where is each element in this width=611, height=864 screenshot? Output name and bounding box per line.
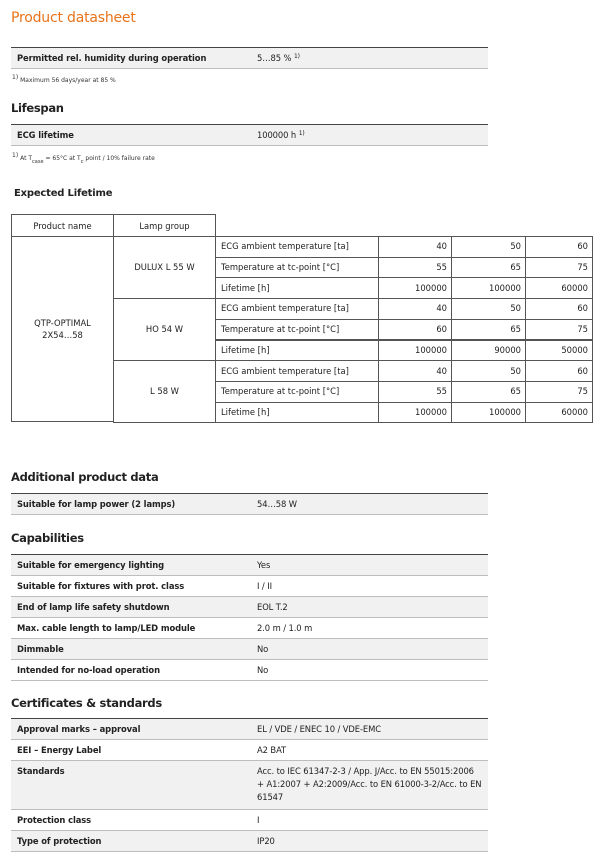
capabilities-table [11,554,488,681]
lifespan-table [11,124,488,146]
table-row [11,740,488,761]
parameter-value: 40 [436,365,447,376]
parameter-label: Temperature at tc-point [°C] [221,262,340,273]
row-label: Suitable for fixtures with prot. class [17,581,185,591]
parameter-value: 55 [436,262,447,273]
row-value: 100000 h $^{1)}$ [257,130,305,140]
footnote-lifespan: $^{1)}$ At $T_{case} = 65^\circ C$ at $T_c$ point / 10% failure rate [12,152,155,165]
parameter-value: 55 [436,386,447,397]
parameter-value: 50000 [561,344,588,355]
parameter-value: 60000 [561,282,588,293]
parameter-value: 90000 [494,344,521,355]
parameter-label: ECG ambient temperature [ta] [221,303,349,314]
table-row [11,719,488,740]
lamp-group-name: HO 54 W [145,324,184,335]
row-value: A2 BAT [257,745,287,755]
parameter-label: Temperature at tc-point [°C] [221,324,340,335]
table-row [11,660,488,681]
humidity-table [11,47,488,69]
section-title-capabilities: Capabilities [11,531,84,545]
parameter-value: 60 [577,303,588,314]
row-value: Acc. to IEC 61347-2-3 / App. J/Acc. to EN 55015:2006 + A1:2007 + A2:2009/Acc. to EN 61000-3-2/Acc. to EN 61547 [257,766,482,802]
table-row [11,597,488,618]
row-value: EL / VDE / ENEC 10 / VDE-EMC [257,724,381,734]
parameter-value: 100000 [489,282,521,293]
row-label: Max. cable length to lamp/LED module [17,623,196,633]
parameter-value: 50 [510,365,521,376]
parameter-value: 100000 [415,282,447,293]
row-value: I [257,815,260,825]
parameter-label: ECG ambient temperature [ta] [221,365,349,376]
table-row [11,494,488,515]
row-label: Dimmable [17,644,64,654]
certificates-table [11,718,488,852]
section-title-certificates: Certificates & standards [11,696,162,710]
parameter-label: Lifetime [h] [221,282,270,293]
table-row [11,761,488,810]
table-row [11,618,488,639]
row-value: 54…58 W [257,499,297,509]
parameter-label: ECG ambient temperature [ta] [221,241,349,252]
page-title: Product datasheet [11,10,136,26]
row-value: IP20 [257,836,275,846]
parameter-label: Temperature at tc-point [°C] [221,386,340,397]
row-value: EOL T.2 [257,602,288,612]
row-label: EEI – Energy Label [17,745,102,755]
row-label: Suitable for emergency lighting [17,560,165,570]
parameter-value: 100000 [415,406,447,417]
footnote-humidity: $^{1)}$ Maximum 56 days/year at 85 % [12,74,116,84]
product-name: QTP-OPTIMAL 2X54…58 [34,318,91,340]
expected-lifetime-table [11,214,593,422]
parameter-value: 75 [577,386,588,397]
parameter-value: 75 [577,262,588,273]
parameter-value: 100000 [415,344,447,355]
table-row [11,810,488,831]
row-label: Type of protection [17,836,102,846]
table-row [11,639,488,660]
parameter-value: 40 [436,241,447,252]
column-header-lamp-group: Lamp group [113,214,216,237]
row-label: End of lamp life safety shutdown [17,602,170,612]
row-value: No [257,644,269,654]
row-value: No [257,665,269,675]
row-label: Protection class [17,815,92,825]
table-row [11,831,488,852]
row-value: I / II [257,581,272,591]
row-label: Standards [17,766,65,776]
parameter-value: 60000 [561,406,588,417]
table-row [11,48,488,69]
row-label: Approval marks – approval [17,724,141,734]
parameter-value: 60 [577,241,588,252]
row-label: Intended for no-load operation [17,665,160,675]
table-row [11,555,488,576]
parameter-value: 100000 [489,406,521,417]
table-row [11,576,488,597]
row-value: 2.0 m / 1.0 m [257,623,313,633]
parameter-value: 65 [510,386,521,397]
table-row [11,125,488,146]
row-label: ECG lifetime [17,130,74,140]
section-title-additional: Additional product data [11,470,159,484]
row-label: Permitted rel. humidity during operation [17,53,207,63]
parameter-value: 50 [510,241,521,252]
parameter-label: Lifetime [h] [221,406,270,417]
parameter-value: 60 [577,365,588,376]
parameter-value: 60 [436,324,447,335]
row-value: Yes [257,560,271,570]
column-header-product-name: Product name [11,214,114,237]
row-value: 5…85 % $^{1)}$ [257,53,300,63]
parameter-value: 65 [510,262,521,273]
parameter-label: Lifetime [h] [221,344,270,355]
lamp-group-name: DULUX L 55 W [134,262,195,273]
subsection-title-expected-lifetime: Expected Lifetime [14,188,113,199]
parameter-value: 40 [436,303,447,314]
lamp-group-name: L 58 W [150,386,179,397]
parameter-value: 75 [577,324,588,335]
section-title-lifespan: Lifespan [11,101,64,115]
additional-table [11,493,488,515]
parameter-value: 65 [510,324,521,335]
row-label: Suitable for lamp power (2 lamps) [17,499,176,509]
parameter-value: 50 [510,303,521,314]
